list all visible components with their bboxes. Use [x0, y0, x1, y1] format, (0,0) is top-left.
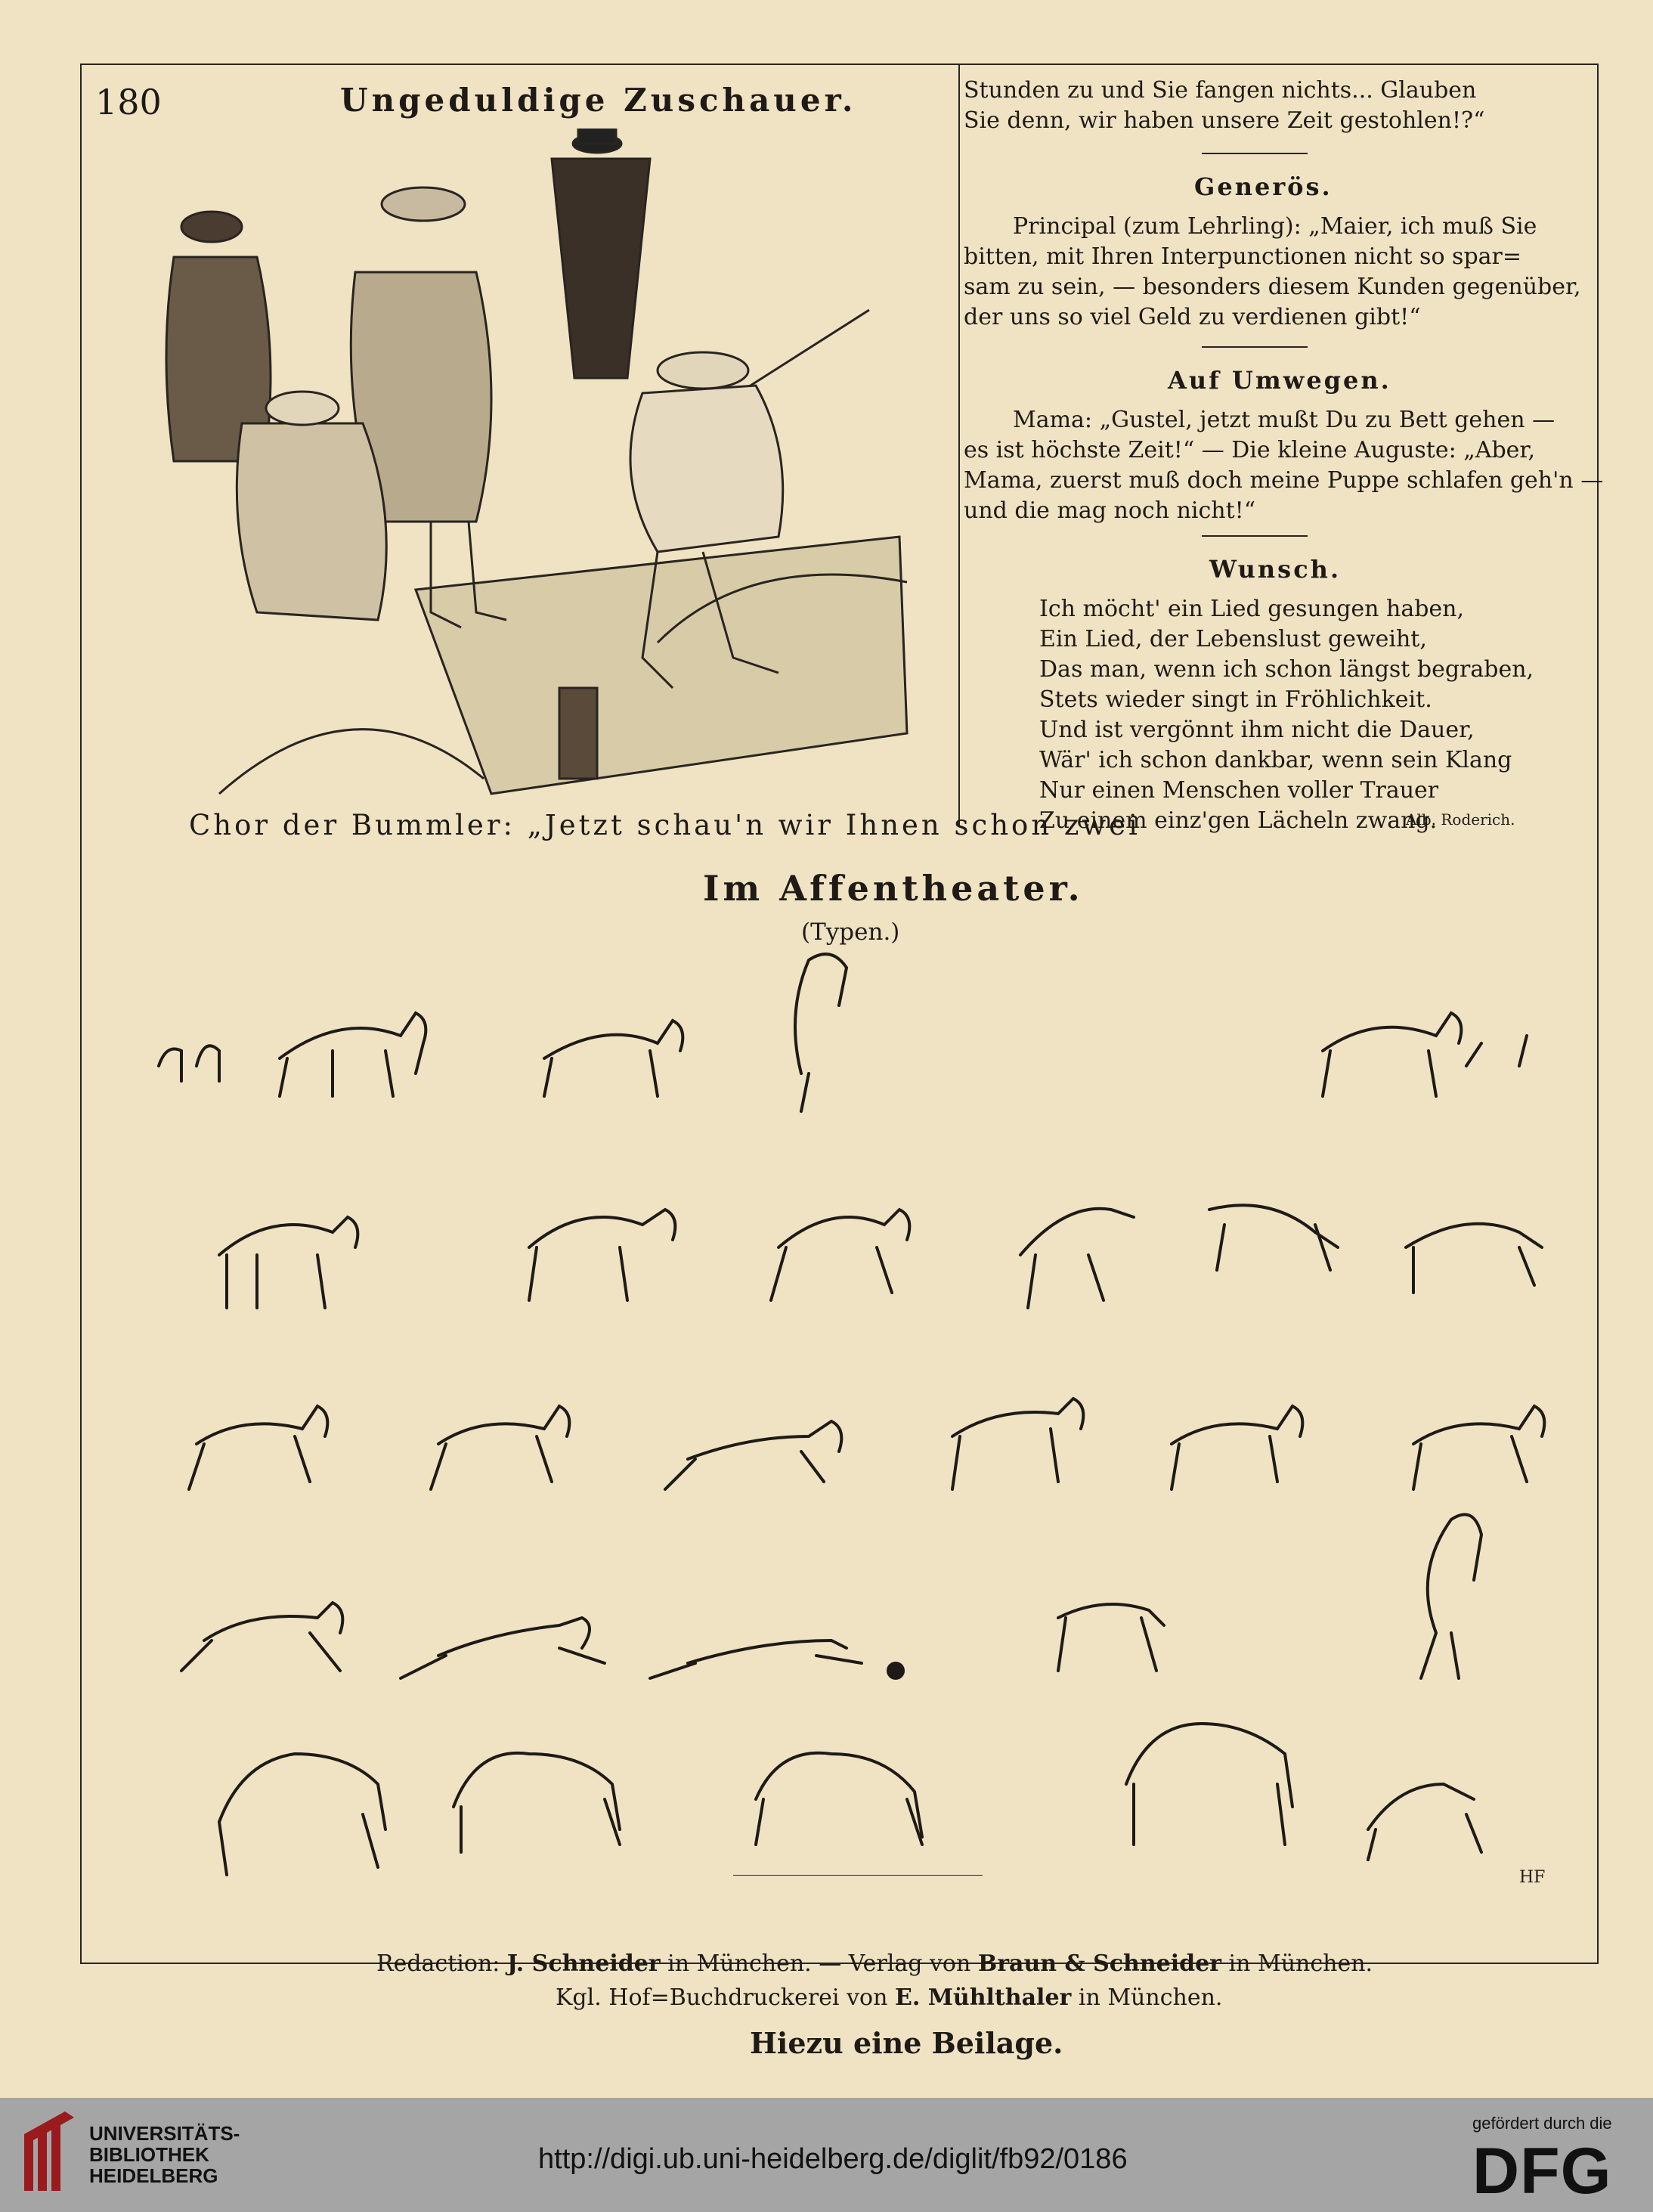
illustration-caption: Chor der Bummler: „Jetzt schau'n wir Ihnen schon zwei	[189, 809, 1141, 841]
poem-line: Ein Lied, der Lebenslust geweiht,	[1039, 626, 1427, 652]
generoes-line: bitten, mit Ihren Interpunctionen nicht so spar=	[964, 243, 1522, 270]
poem-line: Nur einen Menschen voller Trauer	[1039, 777, 1439, 804]
document-url-link[interactable]: http://digi.ub.uni-heidelberg.de/diglit/fb92/0186	[538, 2143, 1128, 2175]
sketch-row-1	[159, 954, 1527, 1111]
generoes-heading: Generös.	[1194, 172, 1333, 201]
caption-continuation: Stunden zu und Sie fangen nichts... Glauben	[964, 77, 1477, 104]
spectators-illustration	[128, 129, 922, 809]
sketch-row-4	[181, 1514, 1481, 1678]
umwegen-line: und die mag noch nicht!“	[964, 497, 1256, 524]
footer-divider	[733, 1875, 983, 1876]
caption-continuation-2: Sie denn, wir haben unsere Zeit gestohlen!?“	[964, 107, 1485, 134]
university-library-name: UNIVERSITÄTS- BIBLIOTHEK HEIDELBERG	[89, 2122, 240, 2187]
umwegen-line: Mama, zuerst muß doch meine Puppe schlafen geh'n —	[964, 467, 1604, 494]
sketch-row-3	[189, 1399, 1544, 1489]
generoes-line: Principal (zum Lehrling): „Maier, ich muß Sie	[1013, 213, 1537, 240]
theatre-subtitle: (Typen.)	[801, 919, 900, 946]
theatre-title: Im Affentheater.	[703, 868, 1084, 909]
funded-by-label: gefördert durch die	[1472, 2114, 1612, 2133]
poem-line: Und ist vergönnt ihm nicht die Dauer,	[1039, 717, 1475, 743]
generoes-line: sam zu sein, — besonders diesem Kunden gegenüber,	[964, 274, 1581, 300]
poem-author: Alb. Roderich.	[1406, 810, 1515, 829]
poem-line: Zu einem einz'gen Lächeln zwang.	[1039, 807, 1438, 834]
generoes-line: der uns so viel Geld zu verdienen gibt!“	[964, 304, 1421, 330]
section-divider	[1202, 535, 1308, 537]
footer-supplement-note: Hiezu eine Beilage.	[750, 2026, 1063, 2060]
poem-line: Stets wieder singt in Fröhlichkeit.	[1039, 686, 1432, 713]
column-separator	[958, 64, 960, 827]
dfg-logo: DFG	[1472, 2135, 1612, 2207]
poem-line: Wär' ich schon dankbar, wenn sein Klang	[1039, 747, 1512, 773]
footer-printer: Kgl. Hof=Buchdruckerei von E. Mühlthaler in München.	[556, 1984, 1223, 2011]
umwegen-heading: Auf Umwegen.	[1168, 366, 1391, 395]
wunsch-heading: Wunsch.	[1209, 555, 1342, 584]
sketch-row-2	[219, 1205, 1542, 1308]
poem-line: Das man, wenn ich schon längst begraben,	[1039, 656, 1534, 683]
footer-editorial: Redaction: J. Schneider in München. — Verlag von Braun & Schneider in München.	[376, 1950, 1373, 1977]
section-divider	[1202, 153, 1308, 154]
illustration-title: Ungeduldige Zuschauer.	[340, 82, 857, 119]
sketch-row-5	[219, 1724, 1481, 1875]
umwegen-line: es ist höchste Zeit!“ — Die kleine Auguste: „Aber,	[964, 437, 1536, 463]
poem-line: Ich möcht' ein Lied gesungen haben,	[1039, 596, 1465, 622]
university-library-logo-icon	[21, 2111, 79, 2195]
section-divider	[1202, 346, 1308, 348]
artist-signature: HF	[1519, 1868, 1546, 1887]
digitization-bar	[0, 2098, 1653, 2212]
page-number: 180	[95, 82, 162, 122]
monkey-theatre-sketches	[136, 937, 1572, 1913]
umwegen-line: Mama: „Gustel, jetzt mußt Du zu Bett gehen —	[1013, 407, 1555, 433]
